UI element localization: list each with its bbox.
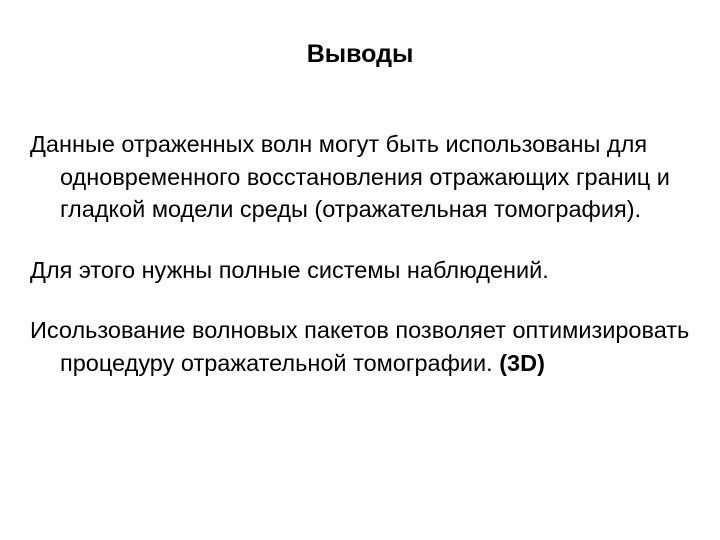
- slide-body: [30, 128, 690, 407]
- paragraph-observation-systems: [30, 254, 690, 287]
- paragraph-text: Для этого нужны полные системы наблюдений.: [30, 256, 549, 283]
- emphasis-3d: (3D): [499, 349, 545, 376]
- paragraph-wave-packets: [30, 314, 690, 379]
- slide-title: Выводы: [306, 40, 414, 68]
- paragraph-text: Данные отраженных волн могут быть использованы для одновременного восстановления отражающих границ и гладкой модели среды (отражательная томография).: [30, 131, 670, 222]
- paragraph-reflected-waves: [30, 128, 690, 226]
- paragraph-text: Исользование волновых пакетов позволяет оптимизировать процедуру отражательной томографии.: [30, 317, 690, 376]
